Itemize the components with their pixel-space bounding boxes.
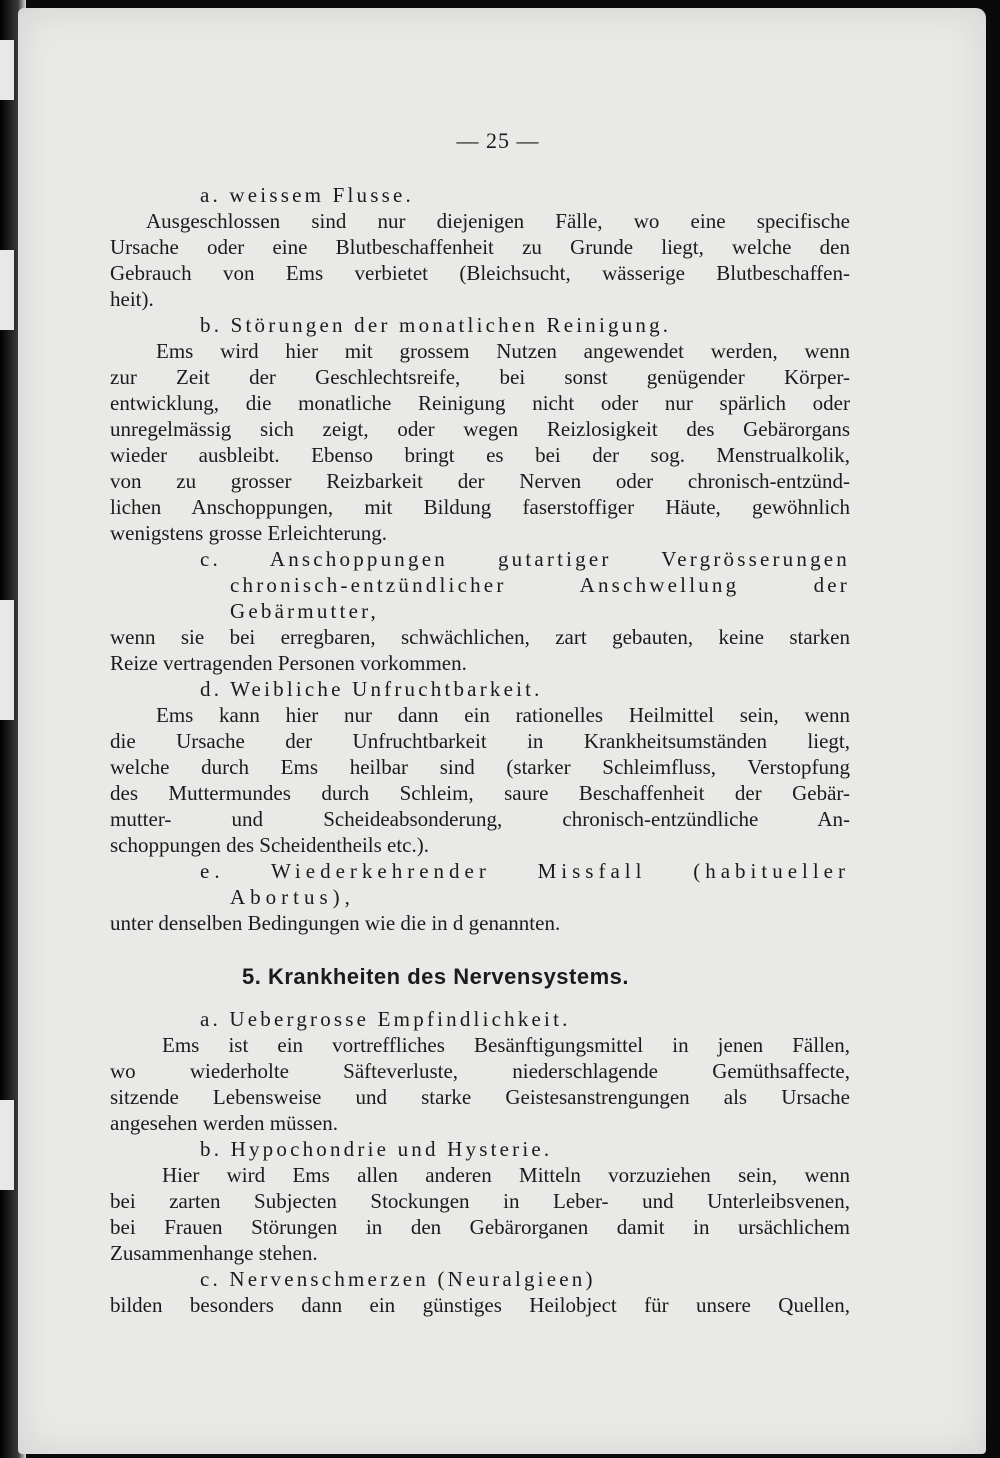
body-line: Ursache oder eine Blutbeschaffenheit zu Grunde liegt, welche den bbox=[110, 235, 850, 259]
body-line: lichen Anschoppungen, mit Bildung faserstoffiger Häute, gewöhnlich bbox=[110, 495, 850, 519]
body-line: schoppungen des Scheidentheils etc.). bbox=[110, 833, 429, 857]
body-line: heit). bbox=[110, 287, 154, 311]
body-line: unregelmässig sich zeigt, oder wegen Reizlosigkeit des Gebärorgans bbox=[110, 417, 850, 441]
subsection-label: c. Anschoppungen gutartiger Vergrösserungen bbox=[200, 547, 850, 571]
body-line: Ausgeschlossen sind nur diejenigen Fälle, wo eine specifische bbox=[146, 209, 850, 233]
spine-edge bbox=[0, 1100, 14, 1190]
section-heading: 5. Krankheiten des Nervensystems. bbox=[242, 964, 630, 989]
body-line: unter denselben Bedingungen wie die in d genannten. bbox=[110, 911, 561, 935]
subsection-label: d. Weibliche Unfruchtbarkeit. bbox=[200, 677, 543, 701]
subsection-label: e. Wiederkehrender Missfall (habitueller bbox=[200, 859, 850, 883]
subsection-label: a. weissem Flusse. bbox=[200, 183, 414, 207]
body-line: bei zarten Subjecten Stockungen in Leber- und Unterleibsvenen, bbox=[110, 1189, 850, 1213]
page-number: — 25 — bbox=[456, 128, 540, 153]
body-line: entwicklung, die monatliche Reinigung nicht oder nur spärlich oder bbox=[110, 391, 850, 415]
body-line: Hier wird Ems allen anderen Mitteln vorzuziehen sein, wenn bbox=[162, 1163, 850, 1187]
subsection-label: chronisch-entzündlicher Anschwellung der bbox=[230, 573, 850, 597]
body-line: angesehen werden müssen. bbox=[110, 1111, 339, 1135]
page-text bbox=[110, 128, 850, 1318]
subsection-label: c. Nervenschmerzen (Neuralgieen) bbox=[200, 1267, 596, 1291]
body-line: bei Frauen Störungen in den Gebärorganen damit in ursächlichem bbox=[110, 1215, 850, 1239]
body-line: zur Zeit der Geschlechtsreife, bei sonst genügender Körper- bbox=[110, 365, 850, 389]
body-line: Reize vertragenden Personen vorkommen. bbox=[110, 651, 467, 675]
body-line: die Ursache der Unfruchtbarkeit in Krankheitsumständen liegt, bbox=[110, 729, 850, 753]
body-line: Gebrauch von Ems verbietet (Bleichsucht, wässerige Blutbeschaffen- bbox=[110, 261, 850, 285]
subsection-label: b. Hypochondrie und Hysterie. bbox=[200, 1137, 553, 1161]
body-line: von zu grosser Reizbarkeit der Nerven oder chronisch-entzünd- bbox=[110, 469, 850, 493]
subsection-label: b. Störungen der monatlichen Reinigung. bbox=[200, 313, 672, 337]
body-line: Ems ist ein vortreffliches Besänftigungsmittel in jenen Fällen, bbox=[162, 1033, 850, 1057]
spine-edge bbox=[0, 40, 14, 100]
body-line: wieder ausbleibt. Ebenso bringt es bei der sog. Menstrualkolik, bbox=[110, 443, 850, 467]
subsection-label: Gebärmutter, bbox=[230, 599, 379, 623]
body-line: Zusammenhange stehen. bbox=[110, 1241, 318, 1265]
body-line: welche durch Ems heilbar sind (starker Schleimfluss, Verstopfung bbox=[110, 755, 850, 779]
subsection-label: a. Uebergrosse Empfindlichkeit. bbox=[200, 1007, 571, 1031]
body-line: wenn sie bei erregbaren, schwächlichen, zart gebauten, keine starken bbox=[110, 625, 850, 649]
body-line: mutter- und Scheideabsonderung, chronisch-entzündliche An- bbox=[110, 807, 850, 831]
body-line: bilden besonders dann ein günstiges Heilobject für unsere Quellen, bbox=[110, 1293, 850, 1317]
body-line: Ems wird hier mit grossem Nutzen angewendet werden, wenn bbox=[156, 339, 850, 363]
book-page bbox=[18, 8, 986, 1454]
subsection-label: Abortus), bbox=[230, 885, 355, 909]
body-line: sitzende Lebensweise und starke Geistesanstrengungen als Ursache bbox=[110, 1085, 850, 1109]
spine-edge bbox=[0, 600, 14, 720]
body-line: wo wiederholte Säfteverluste, niederschlagende Gemüthsaffecte, bbox=[110, 1059, 850, 1083]
body-line: Ems kann hier nur dann ein rationelles Heilmittel sein, wenn bbox=[156, 703, 850, 727]
spine-edge bbox=[0, 250, 14, 330]
body-line: des Muttermundes durch Schleim, saure Beschaffenheit der Gebär- bbox=[110, 781, 850, 805]
body-line: wenigstens grosse Erleichterung. bbox=[110, 521, 388, 545]
